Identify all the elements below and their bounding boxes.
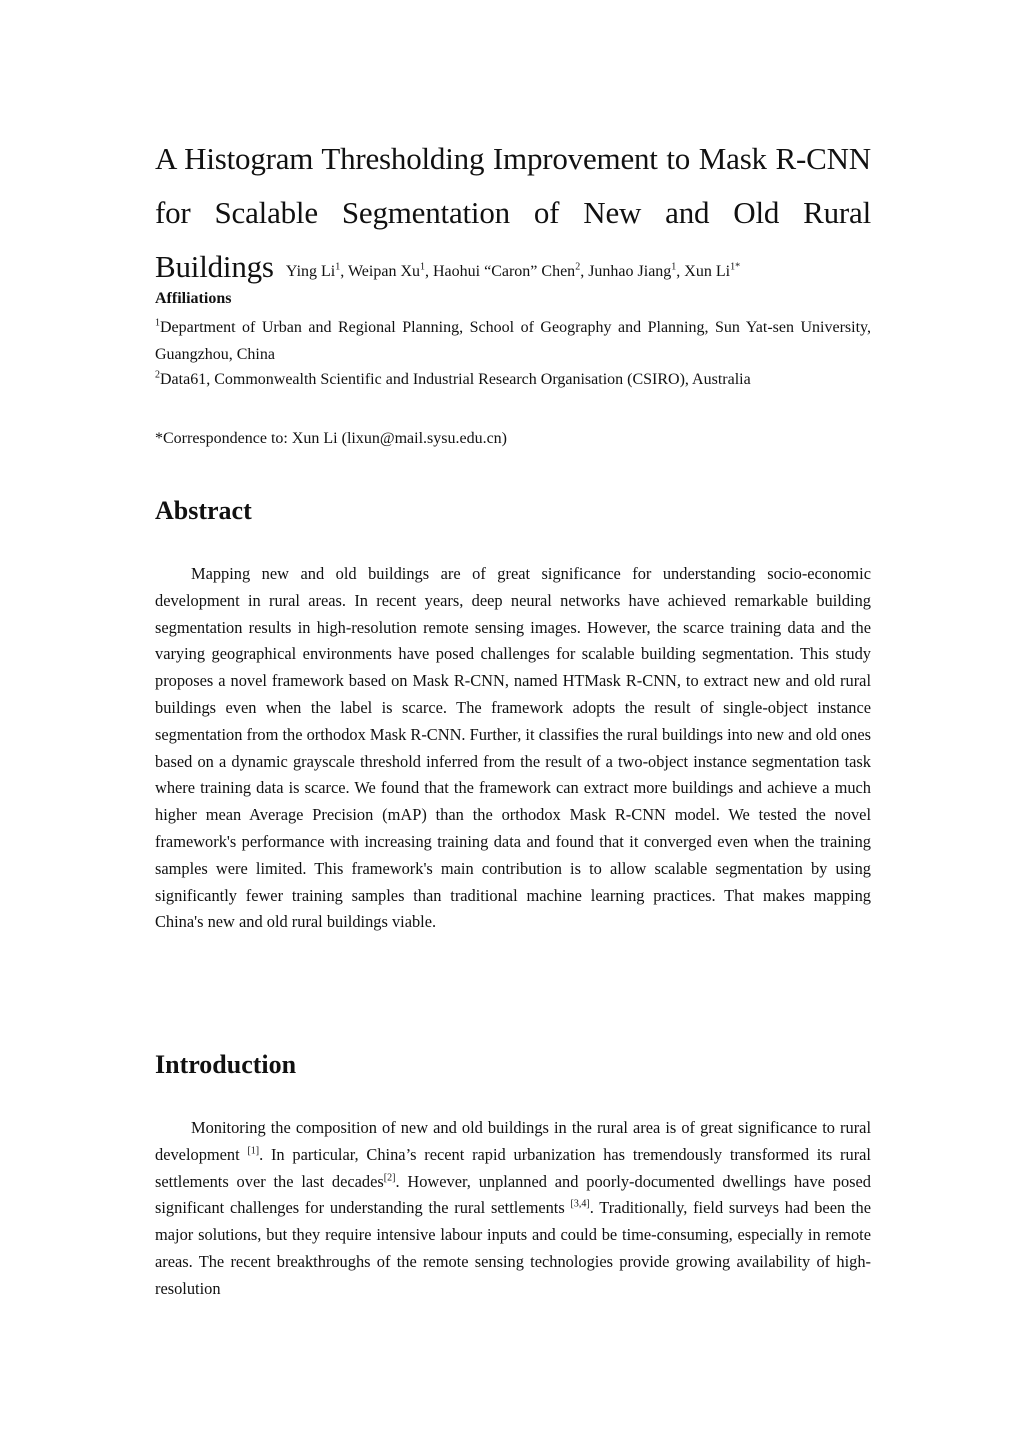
affiliation-marker: 2 — [155, 369, 160, 381]
abstract-body: Mapping new and old buildings are of great significance for understanding socio-economic development in rural areas. In recent years, deep neural networks have achieved remarkable building segmentation results in high-resolution remote sensing images. However, the scarce training data and the varying geographical environments have posed challenges for scalable building segmentation. This study proposes a novel framework based on Mask R-CNN, named HTMask R-CNN, to extract new and old rural buildings even when the label is scarce. The framework adopts the result of single-object instance segmentation from the orthodox Mask R-CNN. Further, it classifies the rural buildings into new and old ones based on a dynamic grayscale threshold inferred from the result of a two-object instance segmentation task where training data is scarce. We found that the framework can extract more buildings and achieve a much higher mean Average Precision (mAP) than the orthodox Mask R-CNN model. We tested the novel framework's performance with increasing training data and found that it converged even when the training samples were limited. This framework's main contribution is to allow scalable segmentation by using significantly fewer training samples than traditional machine learning practices. That makes mapping China's new and old rural buildings viable. — [155, 564, 871, 932]
affiliation-marker: 1 — [155, 317, 160, 329]
citation-ref: [2] — [383, 1172, 396, 1184]
intro-text: . However, unplanned and poorly-documented dwellings have posed significant challenges for understanding the rural settlements — [155, 1171, 871, 1218]
author: Weipan Xu$^1$, — [347, 261, 433, 280]
intro-text: . In particular, China’s recent rapid urbanization has tremendously transformed its rural settlements over the last decades — [155, 1144, 871, 1191]
author-list — [155, 260, 871, 284]
title-line-1: A Histogram Thresholding Improvement to Mask R-CNN — [155, 141, 871, 176]
intro-text: Monitoring the composition of new and old buildings in the rural area is of great significance to rural development — [155, 1118, 871, 1164]
introduction-body — [155, 1115, 871, 1303]
affiliation-text: Department of Urban and Regional Planning, School of Geography and Planning, Sun Yat-sen University, Guangzhou, China — [155, 319, 871, 363]
correspondence-note: *Correspondence to: Xun Li (lixun@mail.sysu.edu.cn) — [155, 430, 507, 447]
affiliation-item — [155, 368, 871, 392]
author: Haohui “Caron” Chen$^2$, — [433, 261, 589, 280]
affiliations-heading: Affiliations — [155, 290, 232, 307]
abstract-heading: Abstract — [155, 496, 252, 525]
intro-text: . Traditionally, field surveys had been the major solutions, but they require intensive labour inputs and could be time-consuming, especially in remote areas. The recent breakthroughs of the remote sensing technologies provide growing availability of high-resolution — [155, 1198, 871, 1298]
author: Xun $Li^{1*}$ — [684, 261, 741, 280]
citation-ref: [1] — [247, 1145, 260, 1157]
citation-ref: [3,4] — [570, 1198, 590, 1210]
author: Junhao Jiang$^1$, — [588, 261, 685, 280]
affiliation-item — [155, 314, 871, 368]
introduction-heading: Introduction — [155, 1050, 297, 1079]
affiliation-text: Data61, Commonwealth Scientific and Industrial Research Organisation (CSIRO), Australia — [160, 371, 751, 388]
author: Ying Li$^1$, — [285, 261, 348, 280]
title-line-2: for Scalable Segmentation of New and Old Rural Buildings — [155, 195, 871, 284]
